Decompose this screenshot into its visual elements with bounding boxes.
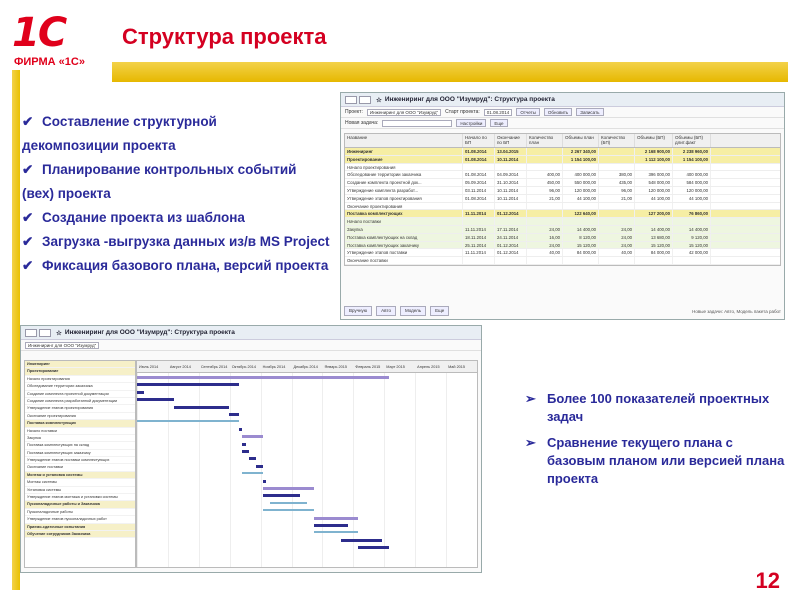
table-cell: 96,00: [527, 187, 563, 194]
table-cell: 16,00: [527, 234, 563, 241]
gantt-bar[interactable]: [242, 450, 249, 453]
table-cell: Утверждение этапов проектирования: [345, 195, 463, 202]
table-cell: 01.12.2014: [495, 249, 527, 256]
gantt-gridline: [199, 373, 200, 567]
gantt-bar[interactable]: [263, 487, 314, 490]
table-cell: [495, 164, 527, 171]
title-accent-bar: [112, 62, 788, 82]
gantt-task-row[interactable]: Утверждение этапов проектирования: [25, 405, 135, 412]
table-cell: [673, 218, 711, 225]
logo-firm-name: ФИРМА «1С»: [14, 56, 85, 68]
table-cell: 2 238 960,00: [673, 148, 711, 155]
page-number: 12: [755, 568, 780, 593]
gantt-bar[interactable]: [137, 391, 144, 394]
list-item-text: (вех) проекта: [22, 186, 111, 201]
table-cell: [599, 156, 635, 163]
table-cell: [673, 257, 711, 264]
table-row[interactable]: [345, 249, 780, 257]
table-cell: Обследование территории заказчика: [345, 171, 463, 178]
table-cell: [463, 203, 495, 210]
list-item: [22, 110, 342, 134]
table-cell: 396 000,00: [635, 171, 673, 178]
gantt-bar[interactable]: [239, 428, 242, 431]
gantt-gridline: [384, 373, 385, 567]
table-cell: [463, 218, 495, 225]
company-logo: [12, 10, 102, 70]
left-accent-bar: [12, 70, 20, 590]
feature-list: [22, 110, 342, 278]
table-cell: [599, 164, 635, 171]
list-item-text: Сравнение текущего плана с базовым планом или версией плана проекта: [547, 435, 785, 486]
settings-button[interactable]: Настройки: [456, 119, 486, 127]
gantt-task-row[interactable]: Пусконаладочные работы и Заказчика: [25, 501, 135, 508]
table-cell: 10.11.2014: [495, 195, 527, 202]
checkmark-icon: ✔: [22, 114, 34, 129]
checkmark-icon: ✔: [22, 162, 34, 177]
gantt-task-row[interactable]: Закупка: [25, 435, 135, 442]
table-cell: 44 100,00: [673, 195, 711, 202]
checkmark-icon: ✔: [22, 258, 34, 273]
table-cell: 01.08.2014: [463, 156, 495, 163]
table-cell: Поставка комплектующих на склад: [345, 234, 463, 241]
table-cell: Инжениринг: [345, 148, 463, 155]
table-cell: 120 000,00: [635, 187, 673, 194]
back-button[interactable]: [345, 96, 357, 104]
table-cell: 24,00: [599, 234, 635, 241]
window-title: Инжениринг для ООО "Изумруд": Структура проекта: [64, 329, 235, 336]
table-cell: 96,00: [599, 187, 635, 194]
table-cell: 44 100,00: [563, 195, 599, 202]
column-header[interactable]: Количество (БП): [599, 134, 635, 147]
gantt-bar[interactable]: [314, 524, 348, 527]
gantt-bar[interactable]: [263, 480, 266, 483]
table-cell: 21,00: [527, 195, 563, 202]
table-cell: [635, 164, 673, 171]
table-cell: Начало поставки: [345, 218, 463, 225]
gantt-chart: [136, 360, 478, 568]
table-cell: [599, 218, 635, 225]
table-cell: Окончание проектирования: [345, 203, 463, 210]
gantt-gridline: [415, 373, 416, 567]
table-cell: [599, 257, 635, 264]
table-cell: [563, 218, 599, 225]
window-title: Инжениринг для ООО "Изумруд": Структура проекта: [384, 96, 555, 103]
project-toolbar: [341, 107, 784, 118]
new-task-field[interactable]: [382, 120, 452, 127]
gantt-task-row[interactable]: Монтаж и установка системы: [25, 472, 135, 479]
arrow-icon: ➢: [525, 435, 536, 450]
table-cell: 548 000,00: [635, 179, 673, 186]
column-header[interactable]: Объемы план: [563, 134, 599, 147]
list-item: [525, 434, 785, 488]
table-cell: 01.12.2014: [495, 210, 527, 217]
table-cell: 24.11.2014: [495, 234, 527, 241]
gantt-task-row[interactable]: Начало поставки: [25, 428, 135, 435]
list-item: [22, 254, 342, 278]
table-row[interactable]: [345, 242, 780, 250]
table-cell: 2 267 340,00: [563, 148, 599, 155]
save-button[interactable]: Записать: [576, 108, 603, 116]
star-icon[interactable]: ☆: [56, 329, 62, 337]
table-cell: [599, 210, 635, 217]
refresh-button[interactable]: Обновить: [544, 108, 572, 116]
table-cell: 01.12.2014: [495, 242, 527, 249]
table-cell: 13 680,00: [635, 234, 673, 241]
gantt-bar[interactable]: [137, 376, 389, 379]
table-cell: 44 100,00: [635, 195, 673, 202]
gantt-bar[interactable]: [270, 502, 307, 504]
checkmark-icon: ✔: [22, 210, 34, 225]
gantt-task-row[interactable]: Утверждение этапов пусконаладочных работ: [25, 516, 135, 523]
gantt-task-row[interactable]: Инжениринг: [25, 361, 135, 368]
table-cell: 11.11.2014: [463, 210, 495, 217]
list-item: [22, 134, 342, 158]
back-button[interactable]: [25, 329, 37, 337]
checkmark-icon: ✔: [22, 234, 34, 249]
table-cell: [563, 257, 599, 264]
table-cell: 400 000,00: [673, 171, 711, 178]
table-cell: 9 120,00: [673, 234, 711, 241]
table-row[interactable]: [345, 156, 780, 164]
reports-button[interactable]: Отчеты: [516, 108, 540, 116]
table-cell: 14 400,00: [563, 226, 599, 233]
forward-button[interactable]: [359, 96, 371, 104]
table-cell: [495, 218, 527, 225]
table-cell: 25.11.2014: [463, 242, 495, 249]
table-header: [345, 134, 780, 148]
table-row[interactable]: [345, 195, 780, 203]
table-cell: 10.11.2014: [495, 156, 527, 163]
footer-more-button[interactable]: Еще: [430, 306, 449, 316]
column-header[interactable]: Количество план: [527, 134, 563, 147]
gantt-bar[interactable]: [174, 406, 228, 409]
model-button[interactable]: Модель: [400, 306, 426, 316]
project-label: Проект:: [345, 109, 363, 115]
gantt-task-row[interactable]: Поставка комплектующих на склад: [25, 442, 135, 449]
table-cell: 15 120,00: [673, 242, 711, 249]
footer-note: Новые задачи: Авто, Модель пакета работ: [692, 308, 781, 314]
gantt-task-row[interactable]: Обучение сотрудников Заказчика: [25, 531, 135, 538]
table-cell: [635, 218, 673, 225]
table-cell: [527, 257, 563, 264]
table-cell: 400,00: [527, 171, 563, 178]
table-row[interactable]: [345, 203, 780, 211]
table-cell: 380,00: [599, 171, 635, 178]
gantt-task-row[interactable]: Окончание поставки: [25, 464, 135, 471]
table-cell: 84 000,00: [563, 249, 599, 256]
table-cell: Проектирование: [345, 156, 463, 163]
table-cell: 11.11.2014: [463, 226, 495, 233]
table-cell: 450,00: [527, 179, 563, 186]
table-row[interactable]: [345, 210, 780, 218]
column-header[interactable]: Окончание по БП: [495, 134, 527, 147]
table-cell: [673, 164, 711, 171]
table-cell: 15 120,00: [635, 242, 673, 249]
table-cell: [527, 148, 563, 155]
table-cell: 01.08.2014: [463, 148, 495, 155]
gantt-task-row[interactable]: Монтаж системы: [25, 479, 135, 486]
table-row[interactable]: [345, 148, 780, 156]
table-cell: 01.08.2014: [463, 195, 495, 202]
table-cell: [563, 164, 599, 171]
table-cell: [463, 164, 495, 171]
window-footer: [344, 306, 781, 316]
table-cell: [527, 218, 563, 225]
table-cell: 76 860,00: [673, 210, 711, 217]
gantt-toolbar: [21, 340, 481, 351]
window-title-bar: [341, 93, 784, 107]
table-cell: 14 400,00: [635, 226, 673, 233]
gantt-gridline: [446, 373, 447, 567]
list-item: [22, 230, 342, 254]
table-cell: 40,00: [599, 249, 635, 256]
gantt-gridline: [137, 373, 138, 567]
gantt-task-list: [24, 360, 136, 568]
gantt-bar[interactable]: [242, 435, 262, 438]
table-cell: 120 000,00: [673, 187, 711, 194]
table-cell: [599, 203, 635, 210]
table-cell: 1 154 100,00: [673, 156, 711, 163]
list-item-text: Создание проекта из шаблона: [42, 210, 245, 225]
table-cell: 21,00: [599, 195, 635, 202]
gantt-task-row[interactable]: Окончание проектирования: [25, 413, 135, 420]
gantt-bar[interactable]: [314, 531, 358, 533]
gantt-bar[interactable]: [341, 539, 382, 542]
table-cell: 24,00: [527, 242, 563, 249]
structure-table-window: [340, 92, 785, 320]
table-row[interactable]: [345, 257, 780, 265]
gantt-gridline: [168, 373, 169, 567]
gantt-task-row[interactable]: Утверждение этапов монтажа и установки системы: [25, 494, 135, 501]
gantt-gridline: [322, 373, 323, 567]
list-item-text: Более 100 показателей проектных задач: [547, 391, 770, 424]
column-header[interactable]: Название: [345, 134, 463, 147]
gantt-task-row[interactable]: Поставка комплектующих заказчику: [25, 450, 135, 457]
gantt-gridline: [261, 373, 262, 567]
table-cell: 127 200,00: [635, 210, 673, 217]
table-row[interactable]: [345, 164, 780, 172]
column-header[interactable]: Объемы (БП): [635, 134, 673, 147]
table-cell: 04.09.2014: [495, 171, 527, 178]
project-field[interactable]: Инжениринг для ООО "Изумруд": [25, 342, 99, 349]
gantt-month-label: Ноябрь 2014: [262, 365, 286, 369]
gantt-task-row[interactable]: Поставка комплектующих: [25, 420, 135, 427]
gantt-window: [20, 325, 482, 573]
gantt-bar[interactable]: [242, 443, 245, 446]
gantt-task-row[interactable]: Приемо-сдаточные испытания: [25, 524, 135, 531]
gantt-month-label: Январь 2015: [324, 365, 347, 369]
gantt-task-row[interactable]: Установка системы: [25, 487, 135, 494]
logo-mark: 1С: [12, 10, 66, 56]
table-cell: Начало проектирования: [345, 164, 463, 171]
list-item-text: Планирование контрольных событий: [42, 162, 297, 177]
arrow-icon: ➢: [525, 391, 536, 406]
table-cell: 13.04.2015: [495, 148, 527, 155]
table-cell: Поставка комплектующих заказчику: [345, 242, 463, 249]
table-cell: 435,00: [599, 179, 635, 186]
gantt-gridline: [292, 373, 293, 567]
table-cell: 01.08.2014: [463, 171, 495, 178]
list-item-text: декомпозиции проекта: [22, 138, 176, 153]
star-icon[interactable]: ☆: [376, 96, 382, 104]
table-cell: [495, 203, 527, 210]
table-cell: 122 640,00: [563, 210, 599, 217]
forward-button[interactable]: [39, 329, 51, 337]
column-header[interactable]: Начало по БП: [463, 134, 495, 147]
highlights-list: [525, 390, 785, 496]
table-cell: [527, 210, 563, 217]
structure-table: [344, 133, 781, 266]
table-cell: 24,00: [527, 226, 563, 233]
list-item-text: Составление структурной: [42, 114, 217, 129]
table-cell: [673, 203, 711, 210]
start-label: Старт проекта:: [445, 109, 480, 115]
table-cell: [635, 257, 673, 264]
table-cell: [635, 203, 673, 210]
gantt-task-row[interactable]: Создание комплекта проектной документации: [25, 391, 135, 398]
table-cell: 584 000,00: [673, 179, 711, 186]
gantt-month-label: Август 2014: [169, 365, 191, 369]
list-item: [22, 158, 342, 182]
table-cell: Закупка: [345, 226, 463, 233]
table-cell: Утверждение этапов поставки: [345, 249, 463, 256]
task-toolbar: [341, 118, 784, 129]
gantt-bar[interactable]: [137, 398, 174, 401]
gantt-task-row[interactable]: Проектирование: [25, 368, 135, 375]
gantt-month-label: Октябрь 2014: [231, 365, 256, 369]
table-body: [345, 148, 780, 265]
gantt-gridline: [230, 373, 231, 567]
table-cell: [527, 156, 563, 163]
gantt-bar[interactable]: [242, 472, 262, 474]
table-cell: [527, 164, 563, 171]
table-row[interactable]: [345, 179, 780, 187]
list-item-text: Загрузка -выгрузка данных из/в MS Project: [42, 234, 330, 249]
gantt-bar[interactable]: [314, 517, 358, 520]
table-cell: 03.11.2014: [463, 187, 495, 194]
gantt-bar[interactable]: [263, 494, 300, 497]
table-cell: 1 154 100,00: [563, 156, 599, 163]
table-cell: 1 112 100,00: [635, 156, 673, 163]
table-cell: [463, 257, 495, 264]
table-cell: 2 168 900,00: [635, 148, 673, 155]
table-cell: Окончание поставки: [345, 257, 463, 264]
table-cell: [563, 203, 599, 210]
window-title-bar: [21, 326, 481, 340]
table-cell: Поставка комплектующих: [345, 210, 463, 217]
gantt-bar[interactable]: [137, 420, 239, 422]
new-task-label: Новая задача:: [345, 120, 379, 126]
table-cell: 8 120,00: [563, 234, 599, 241]
table-cell: 400 000,00: [563, 171, 599, 178]
gantt-month-label: Сентябрь 2014: [200, 365, 228, 369]
table-cell: Утверждение комплекта разработ...: [345, 187, 463, 194]
project-field[interactable]: Инжениринг для ООО "Изумруд": [367, 109, 441, 116]
gantt-task-row[interactable]: Утверждение этапов поставки комплектующих: [25, 457, 135, 464]
gantt-month-label: Июль 2014: [139, 365, 159, 369]
gantt-month-label: Декабрь 2014: [293, 365, 318, 369]
table-cell: 40,00: [527, 249, 563, 256]
table-cell: [495, 257, 527, 264]
table-cell: 120 000,00: [563, 187, 599, 194]
table-cell: 24,00: [599, 226, 635, 233]
start-date-field[interactable]: 01.08.2014: [484, 109, 513, 116]
table-cell: 05.09.2014: [463, 179, 495, 186]
list-item: [22, 206, 342, 230]
gantt-month-label: Март 2015: [386, 365, 405, 369]
gantt-month-label: Февраль 2015: [355, 365, 381, 369]
table-row[interactable]: [345, 226, 780, 234]
table-row[interactable]: [345, 234, 780, 242]
gantt-task-row[interactable]: Создание комплекта разработанной документации: [25, 398, 135, 405]
table-cell: 550 000,00: [563, 179, 599, 186]
auto-button[interactable]: Авто: [376, 306, 396, 316]
gantt-task-row[interactable]: Начало проектирования: [25, 376, 135, 383]
table-cell: 14 400,00: [673, 226, 711, 233]
gantt-bar[interactable]: [358, 546, 389, 549]
table-cell: Создание комплекта проектной док...: [345, 179, 463, 186]
table-cell: 18.11.2014: [463, 234, 495, 241]
gantt-bar[interactable]: [249, 457, 256, 460]
table-cell: 42 000,00: [673, 249, 711, 256]
gantt-bar[interactable]: [229, 413, 239, 416]
gantt-month-label: Апрель 2015: [417, 365, 440, 369]
table-row[interactable]: [345, 171, 780, 179]
table-cell: 84 000,00: [635, 249, 673, 256]
table-cell: [599, 148, 635, 155]
gantt-task-row[interactable]: Обследование территории заказчика: [25, 383, 135, 390]
table-cell: 10.11.2014: [495, 187, 527, 194]
table-row[interactable]: [345, 218, 780, 226]
table-cell: 17.11.2014: [495, 226, 527, 233]
gantt-timeline-header: [137, 361, 477, 373]
page-title: Структура проекта: [122, 24, 327, 49]
list-item-text: Фиксация базового плана, версий проекта: [42, 258, 329, 273]
manual-button[interactable]: Вручную: [344, 306, 372, 316]
gantt-bar[interactable]: [137, 383, 239, 386]
column-header[interactable]: Объемы (БП) длит.факт: [673, 134, 711, 147]
table-row[interactable]: [345, 187, 780, 195]
table-cell: 24,00: [599, 242, 635, 249]
table-cell: [527, 203, 563, 210]
gantt-task-row[interactable]: Пусконаладочные работы: [25, 509, 135, 516]
gantt-bar[interactable]: [263, 509, 314, 511]
table-cell: 11.11.2014: [463, 249, 495, 256]
list-item: [22, 182, 342, 206]
table-cell: 15 120,00: [563, 242, 599, 249]
list-item: [525, 390, 785, 426]
gantt-bar[interactable]: [256, 465, 263, 468]
gantt-month-label: Май 2015: [448, 365, 466, 369]
table-cell: 31.10.2014: [495, 179, 527, 186]
more-button[interactable]: Еще: [490, 119, 507, 127]
